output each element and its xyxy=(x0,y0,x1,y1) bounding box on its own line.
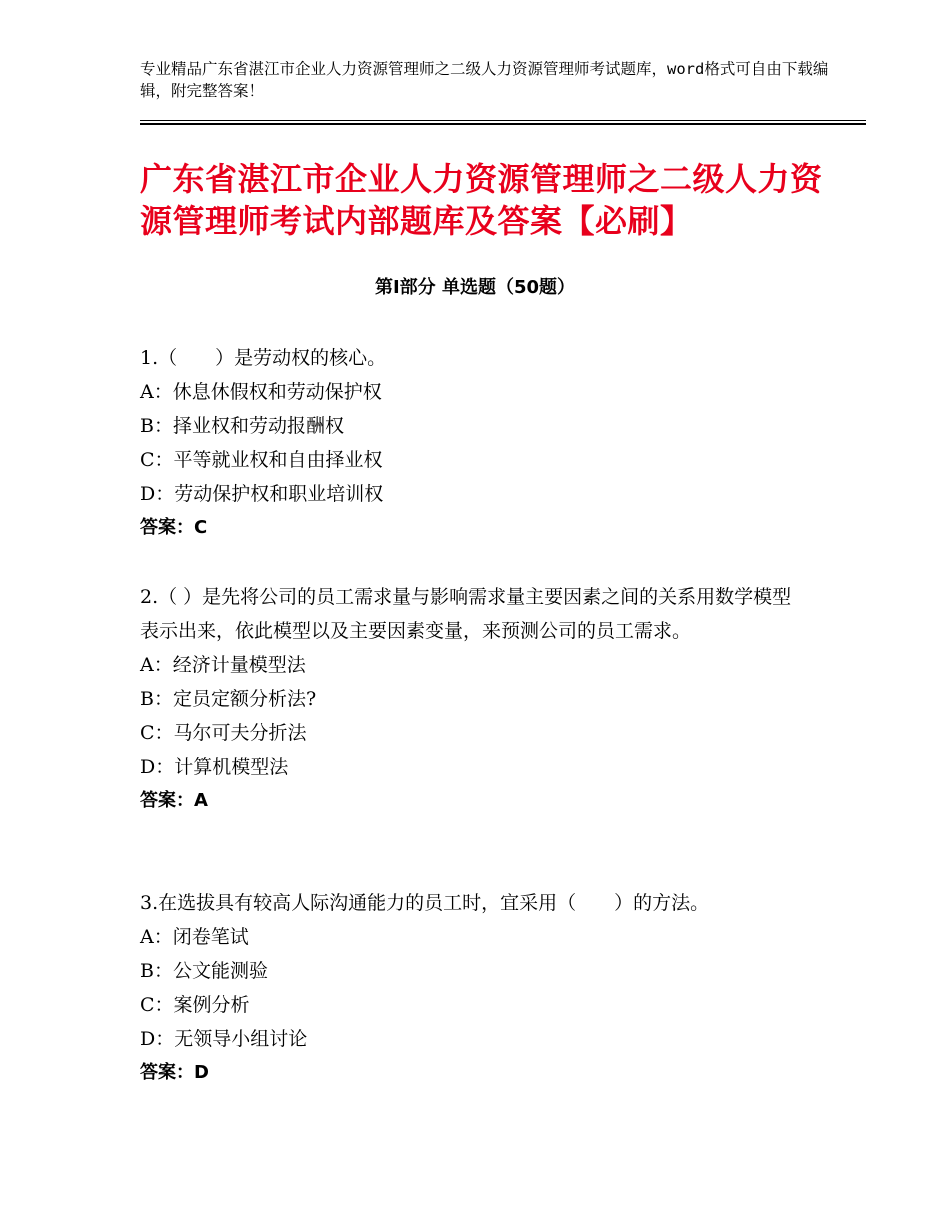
option-a: A：闭卷笔试 xyxy=(140,926,249,948)
answer-key: 答案：A xyxy=(140,790,208,811)
question-block xyxy=(140,580,810,818)
document-title: 广东省湛江市企业人力资源管理师之二级人力资源管理师考试内部题库及答案【必刷】 xyxy=(140,160,823,240)
option-a: A：经济计量模型法 xyxy=(140,654,306,676)
question-stem: 1.（ ）是劳动权的核心。 xyxy=(140,347,387,369)
header-divider-thick xyxy=(140,123,866,125)
header-note: 专业精品广东省湛江市企业人力资源管理师之二级人力资源管理师考试题库，word格式可自由下载编辑，附完整答案！ xyxy=(140,60,829,100)
answer-key: 答案：C xyxy=(140,517,208,538)
option-d: D：劳动保护权和职业培训权 xyxy=(140,483,384,505)
option-c: C：平等就业权和自由择业权 xyxy=(140,449,383,471)
option-d: D：计算机模型法 xyxy=(140,756,289,778)
option-c: C：马尔可夫分折法 xyxy=(140,722,307,744)
answer-key: 答案：D xyxy=(140,1062,209,1083)
question-block xyxy=(140,341,810,545)
question-block xyxy=(140,886,810,1090)
option-c: C：案例分析 xyxy=(140,994,250,1016)
option-b: B：公文能测验 xyxy=(140,960,268,982)
option-a: A：休息休假权和劳动保护权 xyxy=(140,381,382,403)
option-b: B：定员定额分析法? xyxy=(140,688,317,710)
question-stem: 2.（ ）是先将公司的员工需求量与影响需求量主要因素之间的关系用数学模型表示出来，依此模型以及主要因素变量，来预测公司的员工需求。 xyxy=(140,586,792,642)
option-b: B：择业权和劳动报酬权 xyxy=(140,415,344,437)
option-d: D：无领导小组讨论 xyxy=(140,1028,308,1050)
question-stem: 3.在选拔具有较高人际沟通能力的员工时，宜采用（ ）的方法。 xyxy=(140,892,710,914)
header-divider-thin xyxy=(140,120,866,121)
section-title: 第Ⅰ部分 单选题（50题） xyxy=(374,277,575,298)
